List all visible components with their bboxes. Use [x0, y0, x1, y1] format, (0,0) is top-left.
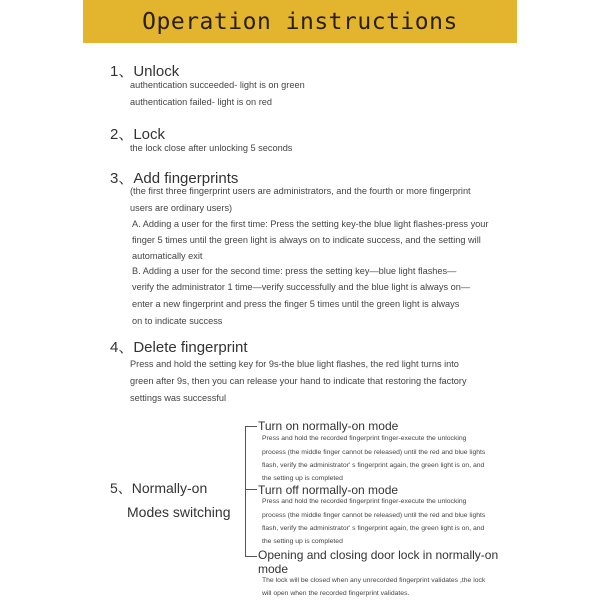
add-line-6: B. Adding a user for the second time: press the setting key—blue light flashes— — [132, 266, 457, 276]
section-delete-heading: 4、Delete fingerprint — [110, 339, 248, 356]
add-line-5: automatically exit — [132, 251, 203, 261]
normal-item-1-line-3: flash, verify the administrator' s fingerprint again, the green light is on, and — [262, 462, 485, 469]
bracket-vertical-line — [245, 426, 246, 556]
unlock-line-2: authentication failed- light is on red — [130, 97, 272, 107]
lock-line-1: the lock close after unlocking 5 seconds — [130, 143, 293, 153]
normal-item-3-line-2: will open when the recorded fingerprint validates. — [262, 590, 410, 597]
section-unlock-heading: 1、Unlock — [110, 63, 180, 80]
normal-item-1-line-4: the setting up is completed — [262, 475, 343, 482]
normal-item-1-title: Turn on normally-on mode — [258, 419, 399, 433]
add-line-1: (the first three fingerprint users are administrators, and the fourth or more fingerprint — [130, 186, 471, 196]
section-normal-subheading: Modes switching — [127, 504, 231, 520]
normal-item-2-line-2: process (the middle finger cannot be released) until the red and blue lights — [262, 512, 486, 519]
normal-item-3-title-cont: mode — [258, 562, 289, 576]
unlock-line-1: authentication succeeded- light is on green — [130, 80, 305, 90]
add-line-8: enter a new fingerprint and press the finger 5 times until the green light is always — [132, 299, 460, 309]
delete-line-2: green after 9s, then you can release your hand to indicate that restoring the factory — [130, 376, 467, 386]
page-title: Operation instructions — [142, 8, 458, 35]
add-line-2: users are ordinary users) — [130, 203, 233, 213]
normal-item-1-line-1: Press and hold the recorded fingerprint finger-execute the unlocking — [262, 435, 467, 442]
normal-item-3-line-1: The lock will be closed when any unrecorded fingerprint validates ,the lock — [262, 577, 486, 584]
normal-item-2-title: Turn off normally-on mode — [258, 483, 399, 497]
bracket-tick-top — [245, 426, 257, 427]
normal-item-1-line-2: process (the middle finger cannot be released) until the red and blue lights — [262, 449, 486, 456]
bracket-tick-middle — [245, 489, 257, 490]
title-banner — [83, 0, 517, 43]
normal-item-2-line-3: flash, verify the administrator' s fingerprint again, the green light is on, and — [262, 525, 485, 532]
bracket-tick-bottom — [245, 556, 257, 557]
normal-item-3-title: Opening and closing door lock in normally-on — [258, 548, 499, 562]
add-line-9: on to indicate success — [132, 316, 223, 326]
delete-line-3: settings was successful — [130, 393, 226, 403]
section-add-heading: 3、Add fingerprints — [110, 170, 239, 187]
normal-item-2-line-1: Press and hold the recorded fingerprint finger-execute the unlocking — [262, 498, 467, 505]
section-normal-heading: 5、Normally-on — [110, 480, 208, 496]
normal-item-2-line-4: the setting up is completed — [262, 538, 343, 545]
section-lock-heading: 2、Lock — [110, 126, 166, 143]
add-line-3: A. Adding a user for the first time: Press the setting key-the blue light flashes-press your — [132, 219, 489, 229]
delete-line-1: Press and hold the setting key for 9s-the blue light flashes, the red light turns into — [130, 359, 459, 369]
add-line-4: finger 5 times until the green light is always on to indicate success, and the setting will — [132, 235, 481, 245]
add-line-7: verify the administrator 1 time—verify successfully and the blue light is always on— — [132, 282, 471, 292]
